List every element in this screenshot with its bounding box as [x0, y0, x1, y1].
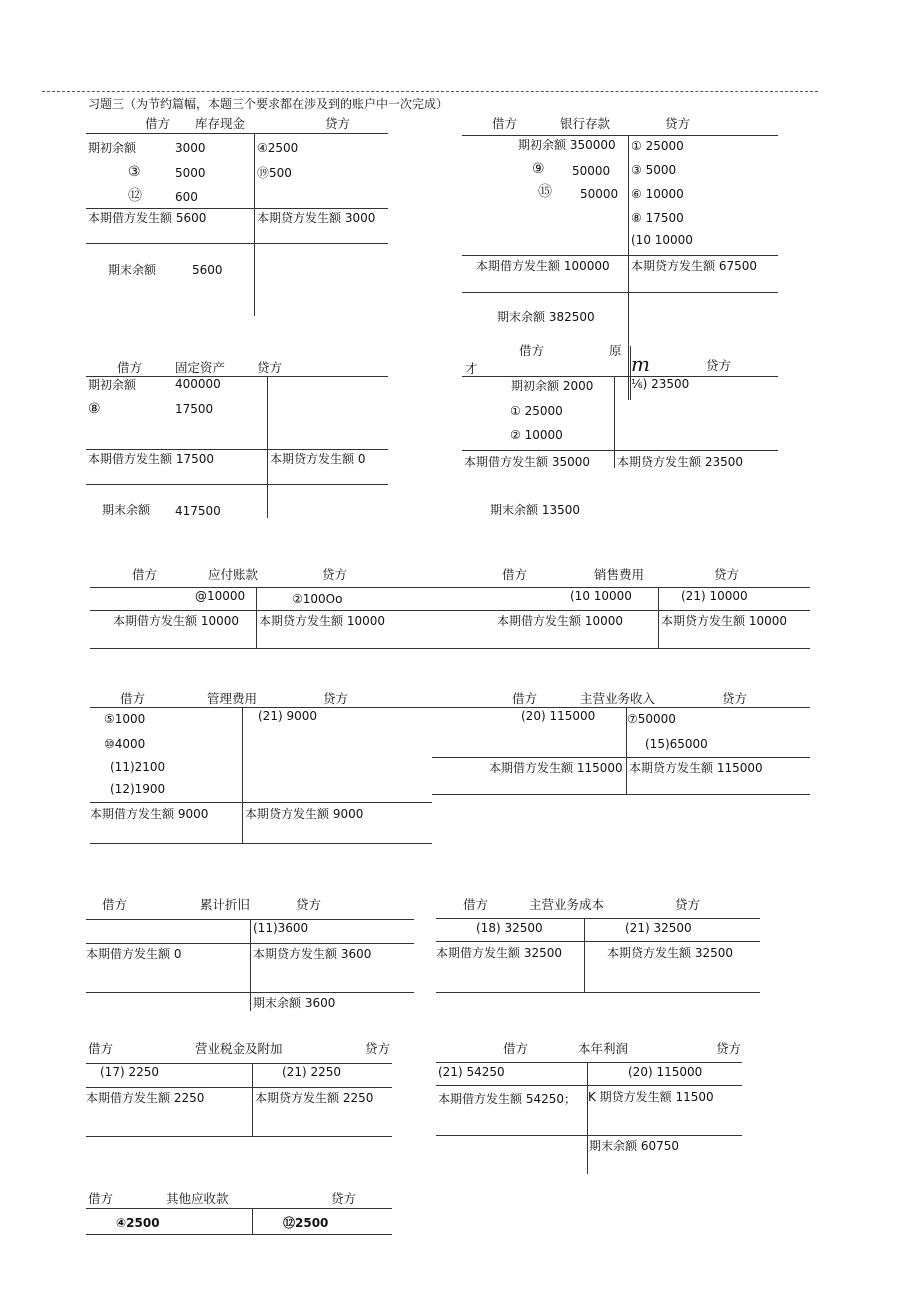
- credit-entry: (15)65000: [645, 737, 708, 751]
- debit-entry: ④2500: [116, 1216, 160, 1230]
- debit-total: 本期借方发生额 115000: [489, 761, 623, 775]
- entry-mark: ⑧: [88, 401, 101, 417]
- credit-total: 本期贷方发生额 9000: [245, 807, 364, 821]
- credit-label: 贷方: [325, 116, 351, 131]
- credit-entry: (21) 10000: [681, 589, 748, 603]
- credit-entry: ③ 5000: [631, 163, 677, 177]
- debit-label: 借方: [132, 567, 158, 582]
- t-account-line: [86, 992, 414, 993]
- t-account-line: [86, 1136, 392, 1137]
- t-account-divider: [256, 587, 257, 648]
- debit-label: 借方: [463, 897, 489, 912]
- credit-entry: ⑦50000: [627, 712, 676, 726]
- debit-entry: (17) 2250: [100, 1065, 159, 1079]
- account-title: 累计折旧: [200, 897, 251, 912]
- t-account-top-line: [436, 1062, 742, 1063]
- debit-label: 借方: [117, 360, 143, 375]
- t-account-divider: [267, 376, 268, 518]
- debit-entry: ② 10000: [510, 428, 563, 442]
- opening-balance: 期初余额 350000: [518, 138, 616, 152]
- opening-balance: 期初余额 2000: [511, 379, 594, 393]
- credit-label: 贷方: [322, 567, 348, 582]
- ending-balance-value: 5600: [192, 263, 223, 277]
- account-title: 销售费用: [594, 567, 645, 582]
- account-title: 银行存款: [560, 116, 611, 131]
- top-rule: [42, 91, 818, 92]
- credit-total: 本期贷方发生额 32500: [607, 946, 733, 960]
- credit-label: 贷方: [365, 1041, 391, 1056]
- debit-entry: ① 25000: [510, 404, 563, 418]
- debit-entry: (18) 32500: [476, 921, 543, 935]
- t-account-top-line: [432, 707, 810, 708]
- credit-label: 贷方: [722, 691, 748, 706]
- t-account-line: [462, 292, 778, 293]
- t-account-top-line: [462, 376, 778, 377]
- credit-label: 贷方: [706, 358, 732, 373]
- credit-total: 本期贷方发生额 23500: [617, 455, 743, 469]
- debit-entry: ⑩4000: [104, 737, 146, 751]
- account-title: 主营业务成本: [529, 897, 605, 912]
- t-account-divider: [252, 1208, 253, 1235]
- t-account-divider: [658, 587, 659, 648]
- t-account-line: [432, 757, 810, 758]
- t-account-line: [436, 1085, 742, 1086]
- t-account-divider: [250, 919, 251, 1011]
- credit-entry: ⑲500: [257, 166, 292, 180]
- credit-total: 本期贷方发生额 10000: [259, 614, 385, 628]
- credit-label: 贷方: [257, 360, 283, 375]
- t-account-top-line: [86, 133, 388, 134]
- entry-mark: ⑫: [128, 188, 142, 204]
- t-account-line: [432, 794, 810, 795]
- debit-label: 借方: [120, 691, 146, 706]
- account-title-part: 才: [465, 361, 478, 376]
- t-account-top-line: [90, 707, 432, 708]
- credit-label: 贷方: [675, 897, 701, 912]
- credit-total: 本期贷方发生额 67500: [631, 259, 757, 273]
- credit-label: 贷方: [716, 1041, 742, 1056]
- account-title: 其他应收款: [166, 1191, 229, 1206]
- debit-entry: ⑤1000: [104, 712, 146, 726]
- credit-entry: (11)3600: [253, 921, 309, 935]
- credit-label: 贷方: [331, 1191, 357, 1206]
- account-title: 主营业务收入: [580, 691, 656, 706]
- account-title: 库存现金: [195, 116, 246, 131]
- credit-entry: (10 10000: [631, 233, 693, 247]
- debit-entry: @10000: [195, 589, 246, 603]
- debit-label: 借方: [145, 116, 171, 131]
- debit-entry: 17500: [175, 402, 214, 416]
- t-account-divider: [252, 1063, 253, 1137]
- debit-label: 借方: [512, 691, 538, 706]
- debit-total: 本期借方发生额 2250: [86, 1091, 205, 1105]
- debit-entry: 600: [175, 190, 198, 204]
- ending-balance-label: 期末余额: [102, 503, 151, 517]
- debit-total: 本期借方发生额 10000: [113, 614, 239, 628]
- credit-entry: ④2500: [257, 141, 299, 155]
- t-account-top-line: [86, 376, 388, 377]
- ending-balance-label: 期末余额: [108, 263, 157, 277]
- opening-balance-label: 期初余额: [88, 141, 137, 155]
- debit-total: 本期借方发生额 17500: [88, 452, 214, 466]
- debit-total: 本期借方发生额 10000: [497, 614, 623, 628]
- credit-label: 贷方: [323, 691, 349, 706]
- debit-total: 本期借方发生额 5600: [88, 211, 207, 225]
- t-account-line: [86, 1234, 392, 1235]
- account-title: 本年利润: [578, 1041, 629, 1056]
- credit-entry: ⅙) 23500: [631, 377, 690, 391]
- t-account-line: [462, 450, 778, 451]
- opening-balance-value: 3000: [175, 141, 206, 155]
- entry-mark: ③: [128, 164, 141, 180]
- t-account-line: [436, 992, 760, 993]
- credit-label: 贷方: [665, 116, 691, 131]
- t-account-divider: [628, 135, 629, 400]
- credit-total: 本期贷方发生额 3600: [253, 947, 372, 961]
- debit-total: 本期借方发生额 100000: [476, 259, 610, 273]
- debit-label: 借方: [502, 567, 528, 582]
- ending-balance: 期末余额 13500: [490, 503, 580, 517]
- debit-entry: 5000: [175, 166, 206, 180]
- entry-mark: ⑮: [538, 184, 552, 200]
- credit-total: K 期贷方发生额 11500: [588, 1090, 714, 1104]
- debit-entry: 50000: [580, 187, 619, 201]
- account-title: 管理费用: [207, 691, 258, 706]
- credit-entry: ⑧ 17500: [631, 211, 684, 225]
- opening-balance-label: 期初余额: [88, 378, 137, 392]
- t-account-line: [90, 802, 432, 803]
- t-account-line: [86, 943, 414, 944]
- t-account-divider: [242, 707, 243, 843]
- t-account-line: [90, 843, 432, 844]
- t-account-divider: [587, 1062, 588, 1174]
- debit-total: 本期借方发生额 9000: [90, 807, 209, 821]
- t-account-line: [86, 1087, 392, 1088]
- credit-total: 本期贷方发生额 2250: [255, 1091, 374, 1105]
- credit-label: 贷方: [714, 567, 740, 582]
- t-account-line: [436, 941, 760, 942]
- t-account-line: [484, 648, 810, 649]
- debit-label: 借方: [88, 1041, 114, 1056]
- t-account-top-line: [86, 1208, 392, 1209]
- debit-label: 借方: [492, 116, 518, 131]
- debit-label: 借方: [88, 1191, 114, 1206]
- credit-total: 本期贷方发生额 0: [270, 452, 366, 466]
- page-heading: 习题三（为节约篇幅，本题三个要求都在涉及到的账户中一次完成）: [88, 97, 449, 111]
- credit-entry: ②100Oo: [292, 592, 343, 606]
- account-title: 应付账款: [208, 567, 259, 582]
- t-account-divider: [254, 133, 255, 316]
- t-account-line: [436, 1135, 742, 1136]
- credit-entry: ⑥ 10000: [631, 187, 684, 201]
- t-account-line: [86, 484, 388, 485]
- debit-entry: 50000: [572, 164, 611, 178]
- credit-entry: (21) 32500: [625, 921, 692, 935]
- t-account-divider-stub: [630, 346, 631, 400]
- credit-entry: (21) 9000: [258, 709, 317, 723]
- t-account-line: [462, 255, 778, 256]
- credit-total: 本期贷方发生额 115000: [629, 761, 763, 775]
- t-account-divider: [584, 918, 585, 993]
- credit-total: 本期贷方发生额 10000: [661, 614, 787, 628]
- credit-entry: ⑫2500: [283, 1216, 329, 1230]
- debit-label: 借方: [102, 897, 128, 912]
- t-account-line: [484, 610, 810, 611]
- t-account-top-line: [90, 587, 484, 588]
- ending-balance: 期末余额 60750: [589, 1139, 679, 1153]
- t-account-top-line: [436, 918, 760, 919]
- entry-mark: ⑨: [532, 161, 545, 177]
- credit-label: 贷方: [296, 897, 322, 912]
- opening-balance-value: 400000: [175, 377, 221, 391]
- t-account-line: [90, 648, 484, 649]
- ending-balance-value: 417500: [175, 504, 221, 518]
- t-account-line: [86, 449, 388, 450]
- debit-entry: (21) 54250: [438, 1065, 505, 1079]
- credit-total: 本期贷方发生额 3000: [257, 211, 376, 225]
- t-account-line: [86, 208, 388, 209]
- account-title-part: m: [631, 352, 650, 376]
- debit-total: 本期借方发生额 0: [86, 947, 182, 961]
- t-account-line: [90, 610, 484, 611]
- debit-entry: (11)2100: [110, 760, 166, 774]
- ending-balance: 期末余额 3600: [253, 996, 336, 1010]
- debit-entry: (20) 115000: [521, 709, 596, 723]
- credit-entry: ① 25000: [631, 139, 684, 153]
- debit-label: 借方: [519, 343, 545, 358]
- debit-total: 本期借方发生额 32500: [436, 946, 562, 960]
- debit-entry: (10 10000: [570, 589, 632, 603]
- debit-entry: (12)1900: [110, 782, 166, 796]
- account-title: 营业税金及附加: [195, 1041, 283, 1056]
- t-account-divider: [614, 376, 615, 468]
- account-title-part: 原: [609, 343, 622, 358]
- credit-entry: (21) 2250: [282, 1065, 341, 1079]
- debit-total: 本期借方发生额 54250；: [438, 1092, 576, 1106]
- t-account-top-line: [86, 1063, 392, 1064]
- t-account-line: [86, 243, 388, 244]
- credit-entry: (20) 115000: [628, 1065, 703, 1079]
- debit-label: 借方: [503, 1041, 529, 1056]
- t-account-top-line: [484, 587, 810, 588]
- ending-balance: 期末余额 382500: [497, 310, 595, 324]
- t-account-top-line: [462, 135, 778, 136]
- account-title: 固定资产: [175, 360, 226, 375]
- debit-total: 本期借方发生额 35000: [464, 455, 590, 469]
